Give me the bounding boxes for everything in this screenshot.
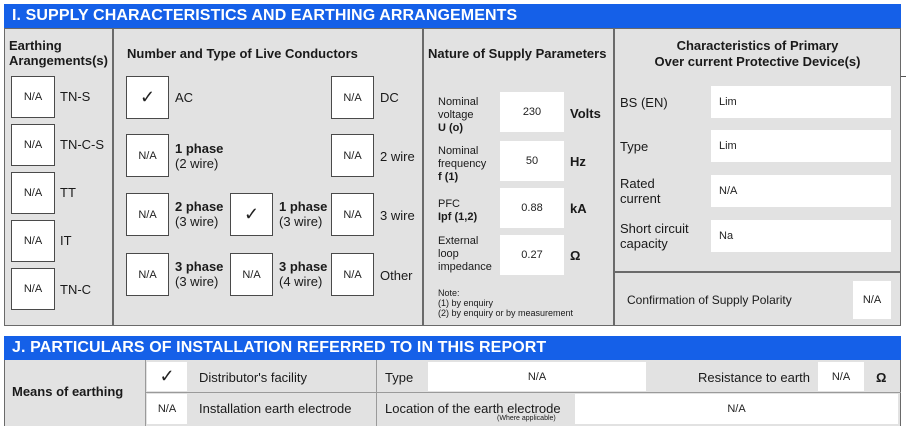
one-phase-three-wire-label [279,199,327,229]
type-value: Lim [719,140,737,152]
one-phase-three-wire-checkbox[interactable]: ✓ [230,193,273,236]
distributor-facility-check: ✓ [159,366,175,386]
type-label: Type [620,139,649,154]
earthing-tn-c-label: TN-C [60,282,92,297]
section-i-title: I. SUPPLY CHARACTERISTICS AND EARTHING ARRANGEMENTS [12,7,518,24]
conductors-title: Number and Type of Live Conductors [127,46,358,61]
type-j-field[interactable] [428,362,646,391]
two-wire-label: 2 wire [380,149,415,164]
bs-en-label: BS (EN) [620,95,668,110]
earthing-tn-s-label: TN-S [60,89,91,104]
two-phase-three-wire-label [175,199,223,229]
other-box[interactable]: N/A [331,253,374,296]
impedance-label-3: impedance [438,261,492,273]
polarity-value: N/A [862,294,882,306]
short-circuit-label-1: Short circuit [620,221,689,236]
polarity-label: Confirmation of Supply Polarity [627,293,792,307]
supply-note [438,288,573,318]
one-phase-two-wire-box[interactable]: N/A [126,134,169,177]
three-phase-three-wire-box[interactable]: N/A [126,253,169,296]
one-phase-two-wire-sub: (2 wire) [175,156,219,171]
voltage-label [438,96,478,135]
earth-electrode-field[interactable] [147,394,187,424]
location-value: N/A [727,403,746,415]
three-wire-label: 3 wire [380,208,415,223]
two-phase-three-wire-sub: (3 wire) [175,214,219,229]
supply-note-3: (2) by enquiry or by measurement [438,308,574,318]
protective-title [614,38,901,70]
three-wire-box[interactable]: N/A [331,193,374,236]
impedance-value: 0.27 [521,249,543,261]
polarity-field[interactable] [853,281,891,319]
frequency-label-2: frequency [438,158,487,170]
voltage-unit: Volts [570,106,601,121]
frequency-field[interactable] [500,141,564,181]
pfc-field[interactable] [500,188,564,228]
supply-title: Nature of Supply Parameters [428,46,607,61]
earthing-tn-c-s-label: TN-C-S [60,137,105,152]
section-j-header [4,336,901,360]
two-phase-three-wire-title: 2 phase [175,199,224,214]
three-phase-three-wire-sub: (3 wire) [175,274,219,289]
other-label: Other [380,268,413,283]
one-phase-three-wire-sub: (3 wire) [279,214,323,229]
section-j-col-divider-2 [376,360,377,426]
location-field[interactable] [575,394,898,424]
impedance-unit: Ω [570,248,581,263]
voltage-label-2: voltage [438,109,474,121]
resistance-value: N/A [831,370,851,383]
three-phase-four-wire-title: 3 phase [279,259,328,274]
rated-current-label [620,176,660,206]
rated-current-field[interactable] [711,175,891,207]
short-circuit-field[interactable] [711,220,891,252]
earthing-tt-box[interactable]: N/A [11,172,55,214]
short-circuit-label [620,221,689,251]
short-circuit-label-2: capacity [620,236,668,251]
voltage-value: 230 [522,106,542,118]
ac-checkbox[interactable]: ✓ [126,76,169,119]
short-circuit-value: Na [719,230,734,242]
protective-title-2: Over current Protective Device(s) [654,54,861,69]
one-phase-three-wire-title: 1 phase [279,199,328,214]
one-phase-two-wire-label [175,141,223,171]
location-sub-label: (Where applicable) [497,415,556,422]
three-phase-four-wire-label [279,259,327,289]
frequency-value: 50 [525,155,539,167]
pfc-label-1: PFC [438,198,460,210]
pfc-label [438,198,477,224]
three-phase-three-wire-title: 3 phase [175,259,224,274]
three-phase-three-wire-label [175,259,223,289]
supply-note-1: Note: [438,288,460,298]
earthing-it-label: IT [60,233,72,248]
location-label: Location of the earth electrode [385,401,561,416]
frequency-unit: Hz [570,154,586,169]
frequency-label-1: Nominal [438,145,479,157]
impedance-label [438,235,492,274]
earthing-title: Earthing Arangements(s) [9,38,108,68]
frequency-label-3: f (1) [438,171,459,183]
dc-label: DC [380,90,399,105]
section-i-header [4,4,901,28]
right-edge-tick [901,76,906,77]
earthing-tn-s-box[interactable]: N/A [11,76,55,118]
type-j-label: Type [385,370,414,385]
pfc-unit: kA [570,201,587,216]
rated-current-value: N/A [719,185,738,197]
earth-electrode-label: Installation earth electrode [199,401,352,416]
earthing-tt-label: TT [60,185,76,200]
bs-en-field[interactable] [711,86,891,118]
bs-en-value: Lim [719,96,737,108]
resistance-label: Resistance to earth [698,370,811,385]
impedance-field[interactable] [500,235,564,275]
voltage-label-1: Nominal [438,96,479,108]
section-j-title: J. PARTICULARS OF INSTALLATION REFERRED TO IN THIS REPORT [12,339,547,356]
section-j-row-divider [145,392,901,393]
impedance-label-2: loop [438,248,459,260]
pfc-label-2: Ipf (1,2) [438,211,478,223]
dc-box[interactable]: N/A [331,76,374,119]
impedance-label-1: External [438,235,479,247]
rated-current-label-1: Rated [620,176,655,191]
three-phase-four-wire-sub: (4 wire) [279,274,323,289]
two-phase-three-wire-box[interactable]: N/A [126,193,169,236]
earth-electrode-value: N/A [157,403,177,415]
type-j-value: N/A [527,370,547,383]
protective-title-1: Characteristics of Primary [676,38,839,53]
section-j-col-divider-1 [145,360,146,426]
earthing-it-box[interactable]: N/A [11,220,55,262]
ac-label: AC [175,90,194,105]
type-field[interactable] [711,130,891,162]
resistance-field[interactable] [818,362,864,391]
distributor-facility-checkbox[interactable] [147,362,187,391]
two-wire-box[interactable]: N/A [331,134,374,177]
distributor-facility-label: Distributor's facility [199,370,307,385]
means-of-earthing-label: Means of earthing [12,384,124,399]
voltage-field[interactable] [500,92,564,132]
three-phase-four-wire-box[interactable]: N/A [230,253,273,296]
resistance-unit: Ω [876,370,887,385]
pfc-value: 0.88 [521,202,543,214]
voltage-label-3: U (o) [438,122,464,134]
earthing-tn-c-s-box[interactable]: N/A [11,124,55,166]
rated-current-label-2: current [620,191,661,206]
supply-note-2: (1) by enquiry [438,298,494,308]
one-phase-two-wire-title: 1 phase [175,141,224,156]
frequency-label [438,145,486,184]
earthing-tn-c-box[interactable]: N/A [11,268,55,310]
